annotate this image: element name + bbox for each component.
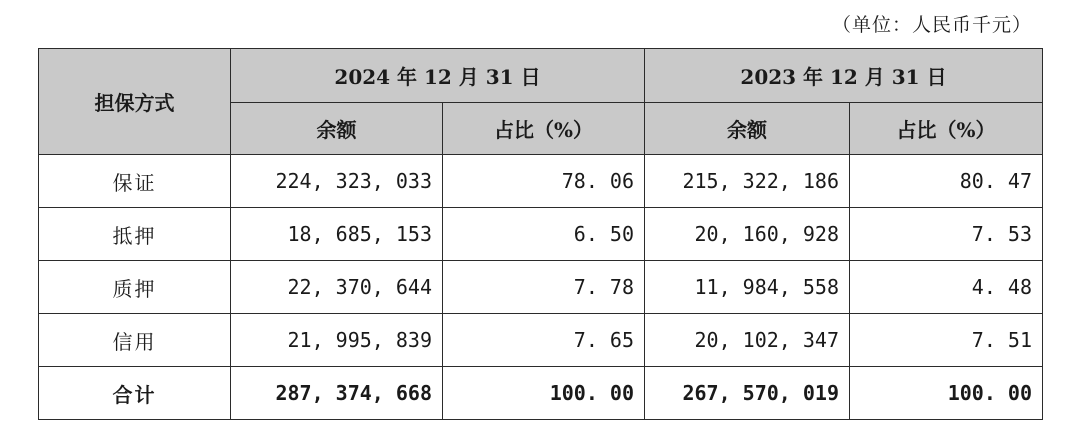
- table-header: [39, 49, 1043, 155]
- total-ratio-2023: 100. 00: [850, 367, 1043, 420]
- row-label: 质押: [39, 261, 231, 314]
- balance-2023: 20, 160, 928: [645, 208, 850, 261]
- row-label: 信用: [39, 314, 231, 367]
- table-body: [39, 155, 1043, 420]
- balance-2024: 21, 995, 839: [231, 314, 443, 367]
- balance-2023: 11, 984, 558: [645, 261, 850, 314]
- table-row: [39, 208, 1043, 261]
- total-label: 合计: [39, 367, 231, 420]
- total-ratio-2024: 100. 00: [443, 367, 645, 420]
- table-row: [39, 155, 1043, 208]
- ratio-2024: 78. 06: [443, 155, 645, 208]
- balance-2023: 215, 322, 186: [645, 155, 850, 208]
- header-guarantee-method: 担保方式: [39, 49, 231, 155]
- header-balance-2024: 余额: [231, 103, 443, 155]
- row-label: 保证: [39, 155, 231, 208]
- balance-2023: 20, 102, 347: [645, 314, 850, 367]
- row-label: 抵押: [39, 208, 231, 261]
- header-period-2024: 2024 年 12 月 31 日: [231, 49, 645, 103]
- unit-note: （单位：人民币千元）: [831, 14, 1032, 36]
- total-balance-2023: 267, 570, 019: [645, 367, 850, 420]
- header-period-2023: 2023 年 12 月 31 日: [645, 49, 1043, 103]
- balance-2024: 22, 370, 644: [231, 261, 443, 314]
- total-row: [39, 367, 1043, 420]
- table-row: [39, 261, 1043, 314]
- header-balance-2023: 余额: [645, 103, 850, 155]
- ratio-2024: 7. 65: [443, 314, 645, 367]
- guarantee-method-table: [38, 48, 1043, 420]
- ratio-2024: 7. 78: [443, 261, 645, 314]
- header-ratio-2023: 占比（%）: [850, 103, 1043, 155]
- total-balance-2024: 287, 374, 668: [231, 367, 443, 420]
- balance-2024: 224, 323, 033: [231, 155, 443, 208]
- ratio-2023: 80. 47: [850, 155, 1043, 208]
- ratio-2023: 7. 51: [850, 314, 1043, 367]
- header-ratio-2024: 占比（%）: [443, 103, 645, 155]
- ratio-2024: 6. 50: [443, 208, 645, 261]
- table-row: [39, 314, 1043, 367]
- ratio-2023: 4. 48: [850, 261, 1043, 314]
- ratio-2023: 7. 53: [850, 208, 1043, 261]
- balance-2024: 18, 685, 153: [231, 208, 443, 261]
- header-row-periods: [39, 49, 1043, 103]
